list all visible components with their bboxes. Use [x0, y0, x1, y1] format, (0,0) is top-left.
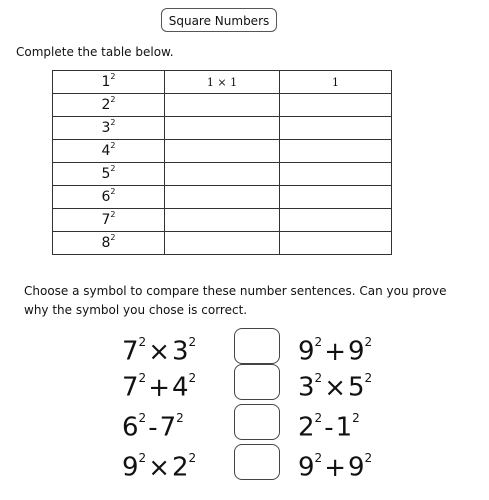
- left-expression: $9^2\times 2^2$: [122, 451, 197, 483]
- expanded-cell[interactable]: [165, 94, 280, 117]
- table-row: [53, 117, 392, 140]
- right-expression: $2^2-1^2$: [298, 411, 360, 443]
- right-expression: $3^2\times 5^2$: [298, 371, 373, 403]
- left-expression: $7^2\times 3^2$: [122, 335, 197, 367]
- comparison-row: [0, 362, 489, 402]
- square-expression-cell: $8^2$: [53, 232, 165, 255]
- table-row: [53, 71, 392, 94]
- right-expression: $9^2+9^2$: [298, 451, 373, 483]
- page-title: Square Numbers: [161, 8, 277, 32]
- squares-table: [52, 70, 392, 255]
- symbol-answer-box[interactable]: [234, 364, 280, 400]
- value-cell[interactable]: 1: [280, 71, 392, 94]
- square-expression-cell: $6^2$: [53, 186, 165, 209]
- symbol-answer-box[interactable]: [234, 404, 280, 440]
- expanded-cell[interactable]: [165, 117, 280, 140]
- square-expression-cell: $1^2$: [53, 71, 165, 94]
- value-cell[interactable]: [280, 163, 392, 186]
- symbol-answer-box[interactable]: [234, 328, 280, 364]
- right-expression: $9^2+9^2$: [298, 335, 373, 367]
- square-expression-cell: $7^2$: [53, 209, 165, 232]
- square-expression-cell: $3^2$: [53, 117, 165, 140]
- value-cell[interactable]: [280, 186, 392, 209]
- table-row: [53, 232, 392, 255]
- expanded-cell[interactable]: [165, 186, 280, 209]
- table-row: [53, 94, 392, 117]
- square-expression-cell: $5^2$: [53, 163, 165, 186]
- left-expression: $7^2+4^2$: [122, 371, 197, 403]
- value-cell[interactable]: [280, 117, 392, 140]
- table-row: [53, 186, 392, 209]
- table-row: [53, 209, 392, 232]
- compare-instructions: Choose a symbol to compare these number sentences. Can you prove why the symbol you chose is correct.: [24, 284, 447, 317]
- comparison-row: [0, 402, 489, 442]
- expanded-cell[interactable]: [165, 209, 280, 232]
- value-cell[interactable]: [280, 232, 392, 255]
- comparison-row: [0, 442, 489, 482]
- table-row: [53, 163, 392, 186]
- expanded-cell[interactable]: [165, 140, 280, 163]
- value-cell[interactable]: [280, 140, 392, 163]
- square-expression-cell: $4^2$: [53, 140, 165, 163]
- value-cell[interactable]: [280, 94, 392, 117]
- value-cell[interactable]: [280, 209, 392, 232]
- expanded-cell[interactable]: [165, 232, 280, 255]
- comparison-row: [0, 326, 489, 366]
- expanded-cell[interactable]: 1 × 1: [165, 71, 280, 94]
- left-expression: $6^2-7^2$: [122, 411, 184, 443]
- table-row: [53, 140, 392, 163]
- table-instructions: Complete the table below.: [16, 45, 174, 59]
- expanded-cell[interactable]: [165, 163, 280, 186]
- square-expression-cell: $2^2$: [53, 94, 165, 117]
- symbol-answer-box[interactable]: [234, 444, 280, 480]
